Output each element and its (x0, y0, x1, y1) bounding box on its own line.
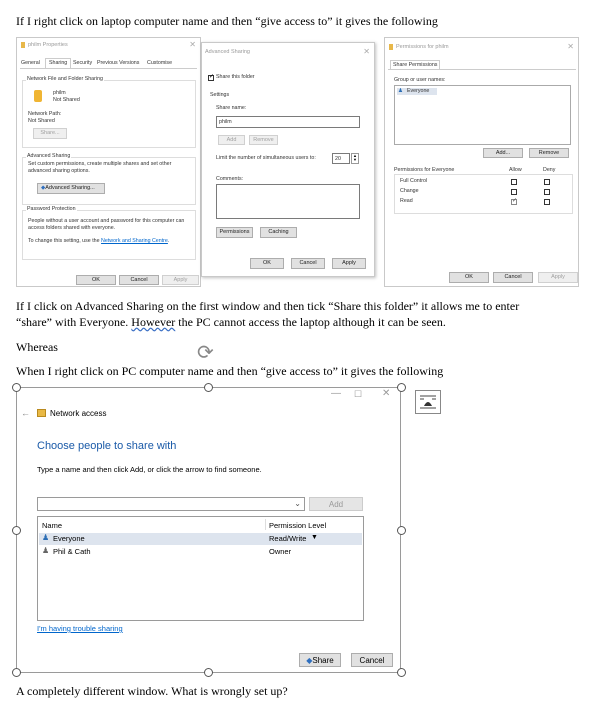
tab-general[interactable]: General (21, 60, 40, 66)
checkmark-icon: ✓ (512, 198, 518, 204)
password-desc-2: access folders shared with everyone. (28, 225, 116, 231)
advanced-sharing-window (201, 42, 375, 277)
resize-handle-top-right[interactable] (397, 383, 406, 392)
group-item-everyone[interactable] (397, 88, 437, 95)
apply-button[interactable]: Apply (162, 275, 199, 285)
advanced-desc-1: Set custom permissions, create multiple shares and set other (28, 161, 172, 167)
doc-line-5: When I right click on PC computer name and then “give access to” it gives the following (16, 364, 444, 378)
cancel-button[interactable]: Cancel (119, 275, 159, 285)
share-button[interactable]: Share... (33, 128, 67, 139)
comments-label: Comments: (216, 176, 244, 182)
permissions-for-label: Permissions for Everyone (394, 167, 455, 173)
advanced-sharing-button[interactable] (37, 183, 105, 194)
table-row[interactable] (39, 533, 362, 545)
deny-header: Deny (543, 167, 556, 173)
full-control-deny-checkbox[interactable] (544, 179, 550, 185)
row-name: Everyone (53, 534, 85, 543)
net-sharing-label: Network File and Folder Sharing (27, 76, 103, 82)
password-label: Password Protection (27, 206, 76, 212)
trouble-link[interactable]: I'm having trouble sharing (37, 624, 123, 633)
folder-state: Not Shared (53, 97, 80, 103)
share-button[interactable] (299, 653, 341, 667)
rotate-handle-icon[interactable]: ⟳ (197, 342, 214, 364)
resize-handle-right[interactable] (397, 526, 406, 535)
password-desc-3 (28, 238, 169, 245)
allow-header: Allow (509, 167, 522, 173)
properties-window (16, 37, 201, 287)
advanced-desc-2: advanced sharing options. (28, 168, 90, 174)
resize-handle-bottom-left[interactable] (12, 668, 21, 677)
read-deny-checkbox[interactable] (544, 199, 550, 205)
cancel-button[interactable]: Cancel (351, 653, 393, 667)
password-desc-1: People without a user account and password for this computer can (28, 218, 185, 224)
add-button[interactable]: Add... (483, 148, 523, 158)
checkmark-icon: ✓ (209, 74, 215, 80)
doc-line-3 (16, 315, 446, 330)
network-access-window (16, 387, 401, 673)
doc-line-2: If I click on Advanced Sharing on the first window and then tick “Share this folder” it allows me to enter (16, 299, 520, 313)
ok-button[interactable]: OK (76, 275, 116, 285)
window-title: Network access (50, 409, 107, 418)
close-icon[interactable]: ✕ (189, 40, 196, 49)
col-name-header[interactable]: Name (42, 521, 63, 530)
tab-previous-versions[interactable]: Previous Versions (97, 60, 140, 66)
read-allow-checkbox[interactable] (511, 199, 517, 205)
users-icon: ♟ (398, 88, 403, 94)
ok-button[interactable]: OK (449, 272, 489, 283)
add-button[interactable]: Add (309, 497, 363, 511)
remove-button[interactable]: Remove (529, 148, 569, 158)
group-list[interactable] (394, 85, 571, 145)
limit-users-value: 20 (335, 156, 341, 162)
close-icon[interactable]: ✕ (567, 42, 574, 51)
tab-customise[interactable]: Customise (147, 60, 173, 66)
network-folder-icon (37, 409, 46, 417)
doc-line-6: A completely different window. What is wrongly set up? (16, 684, 288, 698)
row-permission[interactable]: Read/Write (269, 534, 307, 543)
maximize-icon[interactable]: ☐ (354, 389, 363, 399)
permissions-button[interactable]: Permissions (216, 227, 253, 238)
resize-handle-left[interactable] (12, 526, 21, 535)
share-folder-label: Share this folder (216, 74, 255, 80)
resize-handle-bottom[interactable] (204, 668, 213, 677)
cancel-button[interactable]: Cancel (493, 272, 533, 283)
add-button[interactable]: Add (218, 135, 245, 145)
remove-button[interactable]: Remove (249, 135, 278, 145)
window-title: Advanced Sharing (205, 49, 250, 55)
users-icon: ♟ (42, 533, 50, 542)
cancel-button[interactable]: Cancel (291, 258, 325, 269)
doc-line-3c: the PC cannot access the laptop although it can be seen. (175, 315, 446, 329)
doc-line-3a: “share” with Everyone. (16, 315, 132, 329)
tab-divider (20, 68, 197, 69)
caching-button[interactable]: Caching (260, 227, 297, 238)
full-control-allow-checkbox[interactable] (511, 179, 517, 185)
limit-users-label: Limit the number of simultaneous users to: (216, 155, 316, 161)
share-button-label: Share (312, 656, 334, 665)
user-icon: ♟ (42, 546, 50, 555)
permissions-window (384, 37, 579, 287)
group-label: Group or user names: (394, 77, 446, 83)
close-icon[interactable]: ✕ (363, 47, 370, 56)
folder-name: philm (53, 90, 66, 96)
layout-options-button[interactable] (415, 390, 441, 414)
folder-icon (21, 42, 25, 48)
doc-line-4: Whereas (16, 340, 58, 354)
share-name-label: Share name: (216, 105, 247, 111)
shield-icon: ◆ (306, 656, 313, 665)
dropdown-arrow-icon[interactable]: ▼ (311, 534, 318, 541)
row-permission: Owner (269, 547, 292, 556)
minimize-icon[interactable]: — (331, 388, 341, 399)
tab-sharing[interactable]: Sharing (45, 58, 71, 68)
close-icon[interactable]: ✕ (382, 388, 391, 399)
settings-label: Settings (210, 92, 230, 98)
perm-row-read: Read (400, 198, 413, 204)
person-combobox[interactable] (37, 497, 305, 511)
tab-share-permissions[interactable]: Share Permissions (390, 60, 440, 70)
col-divider (265, 519, 266, 530)
ok-button[interactable]: OK (250, 258, 284, 269)
tab-divider (388, 69, 576, 70)
limit-users-input[interactable] (332, 153, 350, 164)
permissions-table (37, 516, 364, 621)
chevron-down-icon[interactable]: ⌄ (294, 499, 301, 508)
network-path-value: Not Shared (28, 118, 55, 124)
row-name: Phil & Cath (53, 547, 91, 556)
group-item-label: Everyone (407, 88, 430, 94)
advanced-sharing-label: Advanced Sharing (27, 153, 71, 159)
share-folder-checkbox[interactable] (208, 75, 214, 81)
password-desc-3-text: To change this setting, use the (28, 238, 100, 244)
doc-word-however: However (131, 315, 176, 329)
resize-handle-top[interactable] (204, 383, 213, 392)
apply-button[interactable]: Apply (538, 272, 578, 283)
col-permission-header[interactable]: Permission Level (269, 521, 327, 530)
perm-row-change: Change (400, 188, 419, 194)
change-allow-checkbox[interactable] (511, 189, 517, 195)
share-name-input[interactable] (216, 116, 360, 128)
user-folder-icon (34, 90, 42, 102)
instructions: Type a name and then click Add, or click the arrow to find someone. (37, 465, 262, 474)
window-title: Permissions for philm (396, 44, 449, 50)
shield-icon: ◆ (41, 185, 46, 191)
advanced-sharing-button-label: Advanced Sharing... (45, 185, 95, 191)
folder-icon (389, 44, 393, 50)
network-path-label: Network Path: (28, 111, 62, 117)
resize-handle-top-left[interactable] (12, 383, 21, 392)
network-centre-link[interactable]: Network and Sharing Centre (101, 238, 168, 244)
share-name-value: philm (219, 119, 232, 125)
resize-handle-bottom-right[interactable] (397, 668, 406, 677)
layout-options-icon (416, 391, 440, 413)
password-desc-3-end: . (167, 238, 170, 244)
change-deny-checkbox[interactable] (544, 189, 550, 195)
table-row[interactable] (39, 546, 362, 558)
tab-security[interactable]: Security (73, 60, 93, 66)
page-heading: Choose people to share with (37, 440, 177, 452)
window-title: philm Properties (28, 42, 68, 48)
perm-row-full-control: Full Control (400, 178, 428, 184)
comments-textarea[interactable] (216, 184, 360, 219)
back-arrow-icon[interactable]: ← (21, 408, 30, 418)
apply-button[interactable]: Apply (332, 258, 366, 269)
doc-line-1: If I right click on laptop computer name and then “give access to” it gives the following (16, 14, 438, 28)
spinner-arrows-icon[interactable]: ▲ ▼ (351, 153, 359, 164)
